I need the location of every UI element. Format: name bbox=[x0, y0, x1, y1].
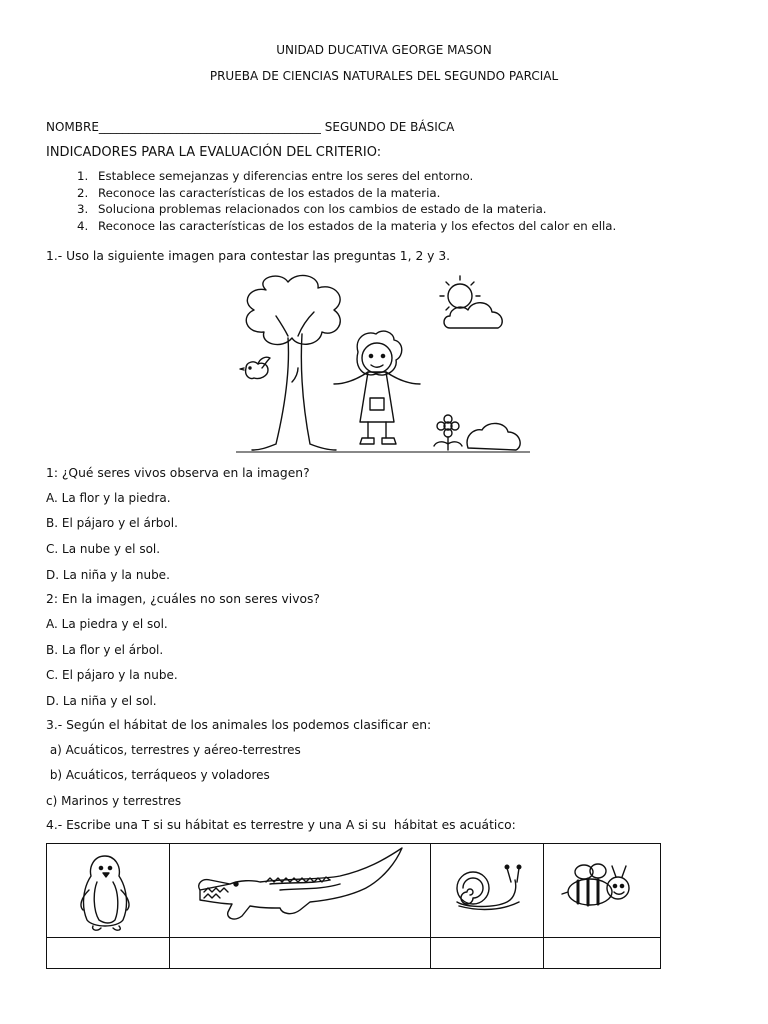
bird-icon bbox=[240, 357, 270, 378]
question-2: 2: En la imagen, ¿cuáles no son seres vivos? bbox=[46, 592, 320, 606]
girl-icon bbox=[334, 331, 420, 444]
indicators-list bbox=[70, 168, 616, 234]
question-1-option-d: D. La niña y la nube. bbox=[46, 568, 170, 582]
penguin-cell bbox=[47, 844, 170, 938]
question-2-option-d: D. La niña y el sol. bbox=[46, 694, 157, 708]
indicators-heading: INDICADORES PARA LA EVALUACIÓN DEL CRITERIO: bbox=[46, 145, 382, 160]
answer-cell[interactable] bbox=[47, 938, 170, 969]
question-3-option-c: c) Marinos y terrestres bbox=[46, 794, 182, 808]
penguin-icon bbox=[47, 844, 169, 937]
exam-title: PRUEBA DE CIENCIAS NATURALES DEL SEGUNDO PARCIAL bbox=[209, 69, 559, 83]
indicator-item: 1. Establece semejanzas y diferencias entre los seres del entorno. bbox=[92, 168, 616, 185]
question-3-option-b: b) Acuáticos, terráqueos y voladores bbox=[46, 768, 270, 782]
school-name: UNIDAD DUCATIVA GEORGE MASON bbox=[276, 43, 492, 57]
snail-cell bbox=[431, 844, 544, 938]
scene-illustration bbox=[236, 272, 530, 458]
question-1-option-b: B. El pájaro y el árbol. bbox=[46, 516, 178, 530]
question-2-option-a: A. La piedra y el sol. bbox=[46, 617, 168, 631]
question-1-option-c: C. La nube y el sol. bbox=[46, 542, 161, 556]
question-1-option-a: A. La flor y la piedra. bbox=[46, 491, 171, 505]
answer-cell[interactable] bbox=[431, 938, 544, 969]
cloud-icon bbox=[444, 303, 502, 328]
rock-icon bbox=[467, 423, 520, 450]
bee-icon bbox=[544, 844, 660, 937]
question-3-option-a: a) Acuáticos, terrestres y aéreo-terrestres bbox=[46, 743, 301, 757]
answer-cell[interactable] bbox=[170, 938, 431, 969]
question-2-option-b: B. La flor y el árbol. bbox=[46, 643, 164, 657]
flower-icon bbox=[434, 415, 462, 450]
question-1: 1: ¿Qué seres vivos observa en la imagen? bbox=[46, 466, 310, 480]
student-name-line: NOMBRE_____________________________________ SEGUNDO DE BÁSICA bbox=[46, 120, 455, 134]
snail-icon bbox=[431, 844, 543, 937]
question-2-option-c: C. El pájaro y la nube. bbox=[46, 668, 178, 682]
indicator-item: 4. Reconoce las características de los estados de la materia y los efectos del calor en ella. bbox=[92, 218, 616, 235]
question-4: 4.- Escribe una T si su hábitat es terrestre y una A si su hábitat es acuático: bbox=[46, 818, 516, 832]
indicator-item: 2. Reconoce las características de los estados de la materia. bbox=[92, 185, 616, 202]
animals-table bbox=[46, 843, 661, 969]
sun-icon bbox=[440, 276, 480, 310]
crocodile-icon bbox=[170, 844, 430, 937]
answer-cell[interactable] bbox=[544, 938, 661, 969]
indicator-item: 3. Soluciona problemas relacionados con los cambios de estado de la materia. bbox=[92, 201, 616, 218]
bee-cell bbox=[544, 844, 661, 938]
crocodile-cell bbox=[170, 844, 431, 938]
image-instruction: 1.- Uso la siguiente imagen para contestar las preguntas 1, 2 y 3. bbox=[46, 249, 451, 263]
question-3: 3.- Según el hábitat de los animales los podemos clasificar en: bbox=[46, 718, 432, 732]
